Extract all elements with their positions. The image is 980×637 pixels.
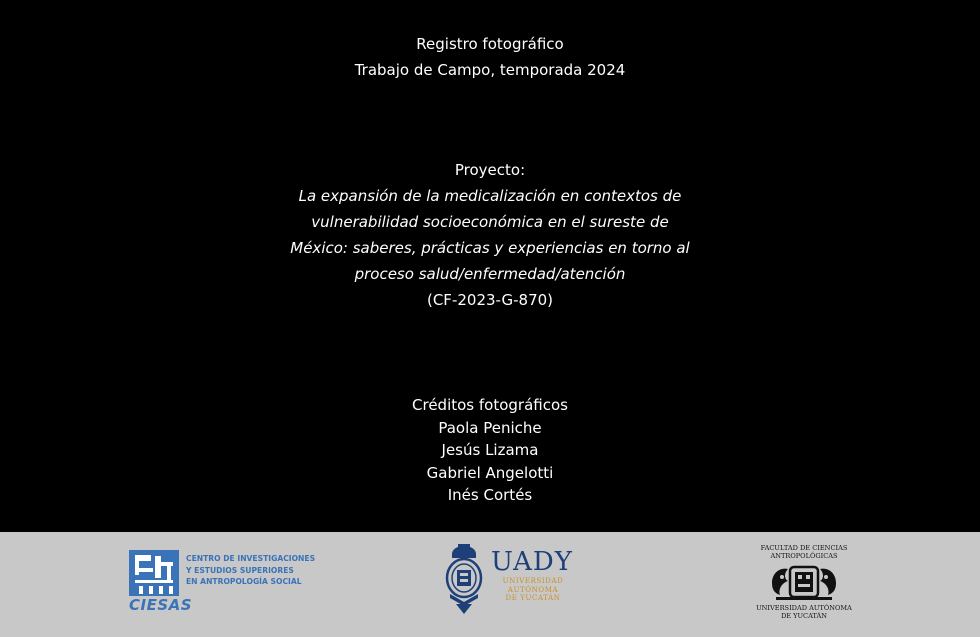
uady-seal-icon [444,544,484,616]
uady-logo [444,544,584,628]
ciesas-logo [129,550,316,614]
credits-heading: Créditos fotográficos [412,396,568,414]
uady-sub-line-3: DE YUCATÁN [505,594,561,602]
ciesas-fullname [186,553,315,588]
header-line-2: Trabajo de Campo, temporada 2024 [354,61,626,79]
fca-logo [752,543,856,623]
ciesas-text-line-1: CENTRO DE INVESTIGACIONES [186,554,316,563]
project-title-line-1: La expansión de la medicalización en contextos de [298,187,682,205]
header-line-1: Registro fotográfico [416,35,564,53]
project-code: (CF-2023-G-870) [426,291,554,309]
fca-bottom-line-2: DE YUCATÁN [780,611,828,620]
credit-name-1: Paola Peniche [438,418,542,437]
fca-bottom-line-1: UNIVERSIDAD AUTÓNOMA [756,604,852,612]
credit-name-4: Inés Cortés [447,486,533,504]
uady-name: UADY [491,547,573,577]
ciesas-text-line-3: EN ANTROPOLOGÍA SOCIAL [186,577,302,586]
credit-name-3: Gabriel Angelotti [426,463,554,482]
project-title-line-2: vulnerabilidad socioeconómica en el sureste de [311,213,669,231]
project-label: Proyecto: [454,161,526,179]
ciesas-text-line-2: Y ESTUDIOS SUPERIORES [186,565,294,575]
fca-top-text [752,545,856,560]
logo-footer [0,532,980,637]
fca-top-line-1: FACULTAD DE CIENCIAS [760,544,848,552]
uady-sub-line-1: UNIVERSIDAD [502,577,564,585]
project-title-line-3: México: saberes, prácticas y experiencias en torno al [290,239,690,257]
fca-top-line-2: ANTROPOLÓGICAS [770,551,838,560]
uady-sub-line-2: AUTÓNOMA [507,585,559,594]
ciesas-name: CIESAS [129,596,193,614]
credit-name-2: Jesús Lizama [441,441,539,459]
uady-fullname [491,577,575,603]
project-title-line-4: proceso salud/enfermedad/atención [354,265,626,283]
header-block [0,31,980,83]
project-block [0,157,980,313]
fca-bottom-text [752,605,856,620]
fca-glyph-icon [768,563,840,601]
credits-block [0,394,980,507]
